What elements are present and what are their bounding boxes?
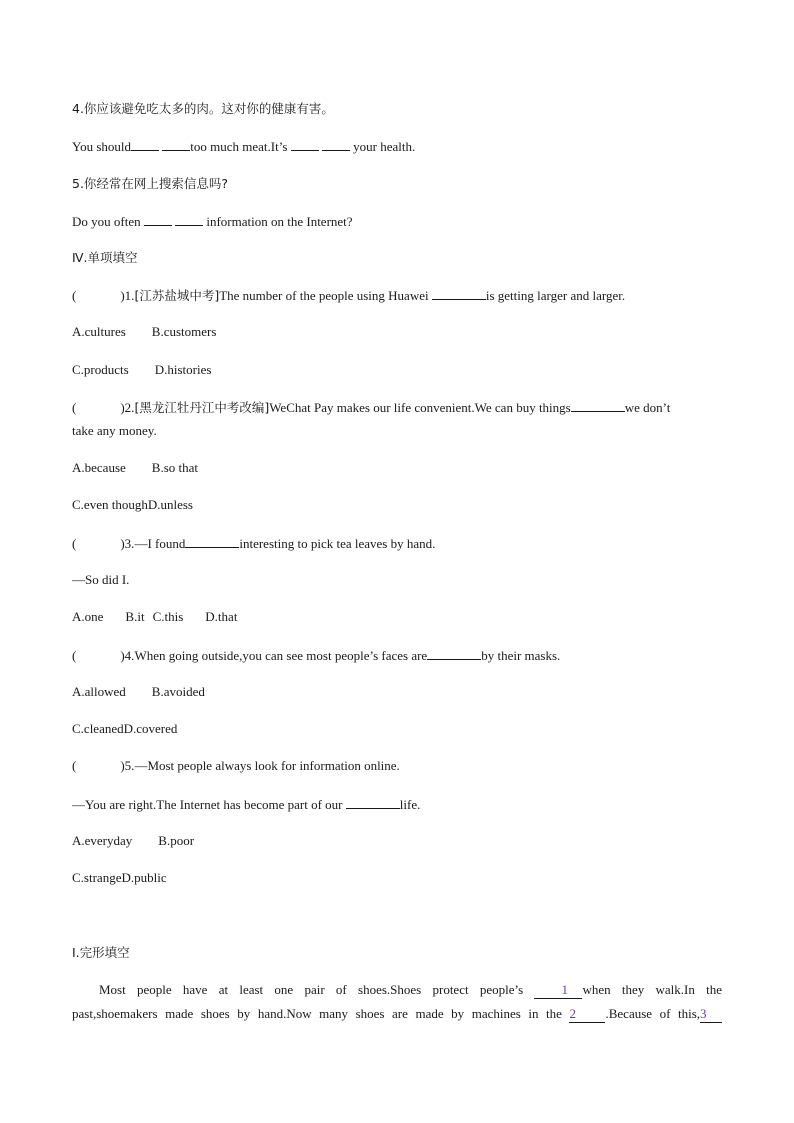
question-1-options-row-2: [72, 362, 211, 378]
answer-blank[interactable]: [571, 399, 625, 412]
option-a[interactable]: A.allowed: [72, 684, 126, 699]
option-a[interactable]: A.because: [72, 460, 126, 475]
translation-q5-chinese: 5.你经常在网上搜索信息吗?: [72, 176, 229, 191]
section-title-single-choice: Ⅳ.单项填空: [72, 250, 138, 265]
translation-q4-english: You should too much meat.It’s your health.: [72, 139, 416, 154]
translation-q5-english: Do you often information on the Internet?: [72, 214, 353, 229]
question-5-options-row-1: [72, 833, 194, 849]
option-b[interactable]: B.it: [125, 609, 145, 624]
cloze-passage-line-1: Most people have at least one pair of shoes.Shoes protect people’s 1 when they walk.In the: [99, 982, 722, 997]
option-c[interactable]: C.even though: [72, 497, 148, 512]
option-d[interactable]: D.histories: [154, 362, 212, 377]
answer-blank[interactable]: [427, 647, 481, 660]
answer-blank[interactable]: [131, 138, 159, 151]
option-a[interactable]: A.one: [72, 609, 104, 624]
question-4: ( )4.When going outside,you can see most people’s faces are by their masks.: [72, 648, 561, 663]
question-3: ( )3.—I found interesting to pick tea leaves by hand.: [72, 536, 436, 551]
option-d[interactable]: D.public: [121, 870, 167, 885]
cloze-blank-3[interactable]: 3: [700, 1006, 722, 1023]
question-1: ( )1.[江苏盐城中考]The number of the people using Huawei is getting larger and larger.: [72, 288, 626, 303]
question-2-options-row-2: [72, 497, 193, 513]
cloze-passage-line-2: past,shoemakers made shoes by hand.Now many shoes are made by machines in the 2 .Because of this,3: [72, 1006, 722, 1023]
option-d[interactable]: D.covered: [123, 721, 178, 736]
question-1-options-row-1: [72, 324, 216, 340]
question-3-options: [72, 609, 237, 625]
answer-blank[interactable]: [144, 213, 172, 226]
answer-blank[interactable]: [162, 138, 190, 151]
option-a[interactable]: A.cultures: [72, 324, 126, 339]
answer-blank[interactable]: [322, 138, 350, 151]
question-2-continuation: take any money.: [72, 423, 157, 438]
question-5-reply: —You are right.The Internet has become part of our life.: [72, 797, 421, 812]
section-title-cloze: Ⅰ.完形填空: [72, 945, 130, 960]
translation-q4-chinese: 4.你应该避免吃太多的肉。这对你的健康有害。: [72, 101, 334, 116]
option-b[interactable]: B.so that: [151, 460, 199, 475]
question-4-options-row-1: [72, 684, 205, 700]
option-c[interactable]: C.products: [72, 362, 129, 377]
question-5-options-row-2: [72, 870, 167, 886]
option-b[interactable]: B.poor: [158, 833, 195, 848]
answer-blank[interactable]: [432, 287, 486, 300]
answer-blank[interactable]: [346, 796, 400, 809]
option-d[interactable]: D.unless: [147, 497, 193, 512]
option-c[interactable]: C.cleaned: [72, 721, 124, 736]
option-b[interactable]: B.avoided: [151, 684, 205, 699]
question-3-reply: —So did I.: [72, 572, 130, 587]
answer-blank[interactable]: [291, 138, 319, 151]
cloze-blank-1[interactable]: 1: [534, 982, 582, 999]
answer-blank[interactable]: [185, 535, 239, 548]
option-b[interactable]: B.customers: [151, 324, 217, 339]
question-2: ( )2.[黑龙江牡丹江中考改编]WeChat Pay makes our life convenient.We can buy things we don’t: [72, 400, 671, 415]
question-5: ( )5.—Most people always look for information online.: [72, 758, 400, 773]
cloze-blank-2[interactable]: 2: [569, 1006, 605, 1023]
option-c[interactable]: C.this: [152, 609, 184, 624]
question-4-options-row-2: [72, 721, 177, 737]
question-2-options-row-1: [72, 460, 198, 476]
option-d[interactable]: D.that: [205, 609, 238, 624]
option-a[interactable]: A.everyday: [72, 833, 133, 848]
answer-blank[interactable]: [175, 213, 203, 226]
option-c[interactable]: C.strange: [72, 870, 122, 885]
